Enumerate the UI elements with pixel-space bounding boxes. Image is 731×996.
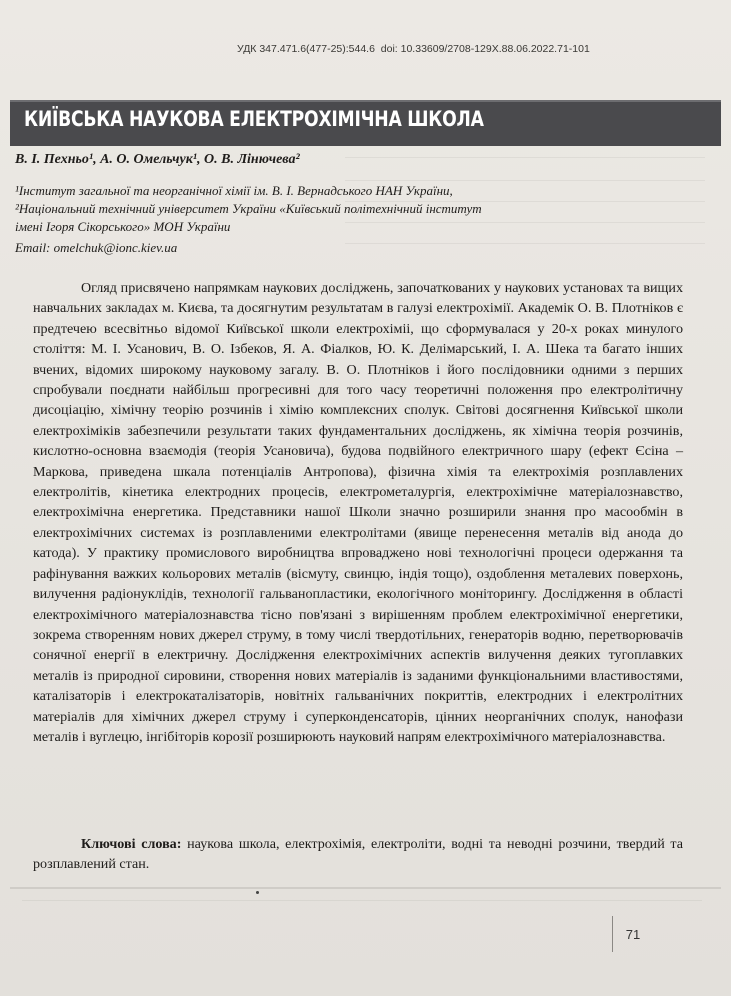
abstract-text: Огляд присвячено напрямкам наукових досліджень, започаткованих у наукових установах та вищих навчальних закладах м. Києва, та досягнутим результатам в галузі електрохімії. Академік О. В. Плотніков є предтечею всесвітньо відомої Київської школи електрохіміі, що сформувалася у 20-х роках минулого століття: М. І. Усанович, В. О. Ізбеков, Я. А. Фіалков, Ю. К. Делімарський, І. А. Шека та багато інших вчених, відомих широкому науковому загалу. В. О. Плотніков і його послідовники одними з перших спробували поєднати найбільш прогресивні для того часу теоретичні положення про електролітичну дисоціацію, хімічну теорію розчинів і хімію комплексних сполук. Світові досягнення Київської школи електрохіміків забезпечили результати таких фундаментальних досліджень, як хімічна теорія розчинів, кислотно-основна взаємодія (теорія Усановича), будова подвійного електричного шару (ефект Єсіна – Маркова, приведена шкала потенціалів Антропова), фізична хімія та електрохімія розплавлених електролітів, кінетика електродних процесів, електрометалургія, електрохімічне матеріалознавство, електрохімічна енергетика. Представники нашої Школи значно розширили знання про масообмін в електрохімічних системах із розплавленими електролітами (явище перенесення металів від анода до катода). У практику промислового виробництва впроваджено нові технологічні процеси одержання та рафінування важких кольорових металів (вісмуту, свинцю, індія тощо), оздоблення металевих поверхонь, вилучення радіонуклідів, технології гальванопластики, екологічного моніторингу. Дослідження в області електрохімічного матеріалознавства тісно пов'язані з вирішенням проблем електрохімічної енергетики, зокрема створенням нових джерел струму, в тому числі твердотільних, генераторів водню, перетворювачів сонячної енергії в електричну. Дослідження електрохімічних аспектів вилучення деяких тугоплавких металів із природної сировини, створення нових матеріалів із заданими функціональними властивостями, каталізаторів і електрокаталізаторів, новітніх гальванічних покриттів, електродних і електролітних матеріалів для хімічних джерел струму і суперконденсаторів, цінних неорганічних сполук, нанофази металів і вуглецю, інгібіторів корозії розширюють науковий напрям електрохімічного матеріалознавства. — [33, 280, 683, 745]
article-title: КИЇВСЬКА НАУКОВА ЕЛЕКТРОХІМІЧНА ШКОЛА — [24, 107, 484, 131]
title-band — [10, 100, 721, 146]
bleed-through-line — [22, 900, 702, 901]
affiliation-2: ²Національний технічний університет України «Київський політехнічний інститут — [15, 201, 482, 216]
section-divider — [10, 887, 721, 889]
bleed-through-line — [345, 222, 705, 223]
doi-link: doi: 10.33609/2708-129X.88.06.2022.71-101 — [380, 43, 590, 55]
keywords-list: наукова школа, електрохімія, електроліти, водні та неводні розчини, твердий та розплавлений стан. — [33, 836, 684, 873]
title-band-accent — [10, 100, 721, 102]
bleed-through-line — [345, 180, 705, 181]
bleed-through-line — [345, 243, 705, 244]
affiliation-1: ¹Інститут загальної та неорганічної хімії ім. В. І. Вернадського НАН України, — [15, 183, 453, 198]
keywords-label: Ключові слова: — [81, 836, 182, 852]
contact-email: Email: omelchuk@ionc.kiev.ua — [15, 240, 178, 255]
udk-doi-line — [237, 43, 677, 55]
author-list: В. І. Пехньо¹, А. О. Омельчук¹, О. В. Лінючева² — [15, 152, 300, 167]
udk-code: УДК 347.471.6(477-25):544.6 — [237, 43, 375, 55]
affiliation-2-continued: імені Ігоря Сікорського» МОН України — [15, 219, 231, 234]
page-number: 71 — [612, 916, 653, 952]
bleed-through-line — [345, 157, 705, 158]
keywords-paragraph — [33, 834, 683, 875]
print-speck — [256, 891, 259, 894]
